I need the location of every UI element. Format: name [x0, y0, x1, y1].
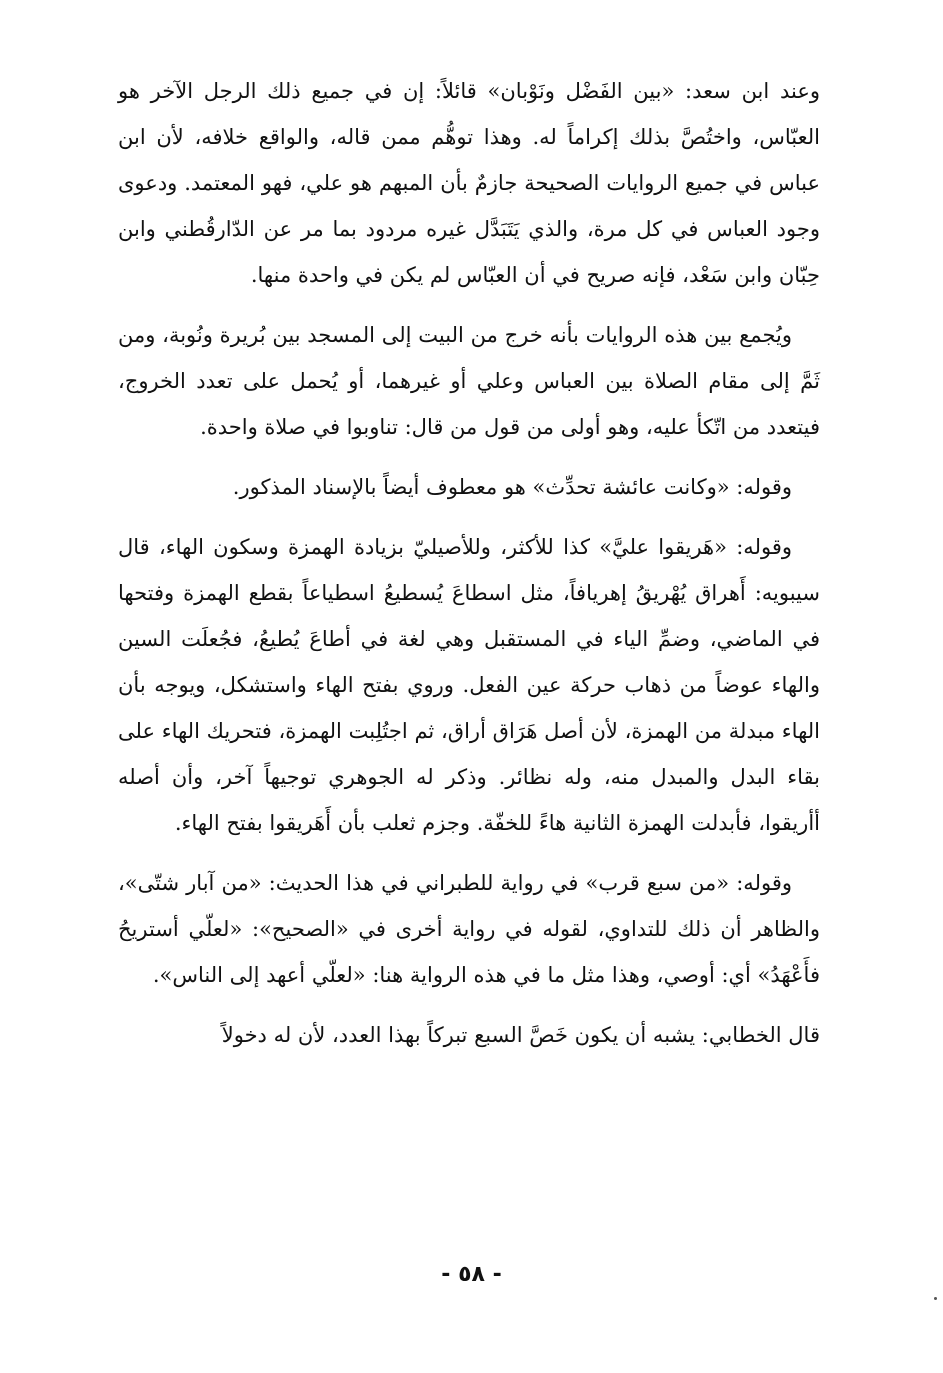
paragraph-combining-narrations: ويُجمع بين هذه الروايات بأنه خرج من البيت إلى المسجد بين بُريرة ونُوبة، ومن ثَمَّ إلى مقام الصلاة بين العباس وعلي أو غيرهما، أو يُحمل على تعدد الخروج، فيتعدد من اتّكأ عليه، وهو أولى من قول من قال: تناوبوا في صلاة واحدة. — [118, 323, 820, 439]
scan-speck — [934, 1297, 937, 1300]
page-number: - ٥٨ - — [441, 1262, 502, 1287]
paragraph-hariqu-alayya: وقوله: «هَريقوا عليَّ» كذا للأكثر، وللأصيليّ بزيادة الهمزة وسكون الهاء، قال سيبويه: أَهراق يُهْريقُ إهريافاً، مثل اسطاعَ يُسطيعُ اسطياعاً بقطع الهمزة وفتحها في الماضي، وضمِّ الياء في المستقبل وهي لغة في أطاعَ يُطيعُ، فجُعلَت السين والهاء عوضاً من ذهاب حركة عين الفعل. وروي بفتح الهاء واستشكل، ويوجه بأن الهاء مبدلة من الهمزة، لأن أصل هَرَاق أراق، ثم اجتُلِبت الهمزة، فتحريك الهاء على بقاء البدل والمبدل منه، وله نظائر. وذكر له الجوهري توجيهاً آخر، وأن أصله أأريقوا، فأبدلت الهمزة الثانية هاءً للخفّة. وجزم ثعلب بأن أَهَريقوا بفتح الهاء. — [118, 535, 820, 835]
paragraph-al-khattabi: قال الخطابي: يشبه أن يكون خَصَّ السبع تبركاً بهذا العدد، لأن له دخولاً — [221, 1023, 820, 1047]
paragraph-seven-waterskins: وقوله: «من سبع قرب» في رواية للطبراني في هذا الحديث: «من آبار شتّى»، والظاهر أن ذلك للتداوي، لقوله في رواية أخرى في «الصحيح»: «لعلّي أستريحُ فأَعْهَدُ» أي: أوصي، وهذا مثل ما في هذه الرواية هنا: «لعلّي أعهد إلى الناس». — [118, 871, 820, 987]
paragraph-ibn-saad: وعند ابن سعد: «بين الفَضْل ونَوْبان» قائلاً: إن في جميع ذلك الرجل الآخر هو العبّاس، واختُصَّ بذلك إكراماً له. وهذا توهُّم ممن قاله، والواقع خلافه، لأن ابن عباس في جميع الروايات الصحيحة جازمٌ بأن المبهم هو علي، فهو المعتمد. ودعوى وجود العباس في كل مرة، والذي يَتَبَدَّل غيره مردود بما مر عن الدّارقُطني وابن حِبّان وابن سَعْد، فإنه صريح في أن العبّاس لم يكن في واحدة منها. — [118, 79, 820, 287]
page-body — [118, 68, 820, 1072]
paragraph-aisha-narrated: وقوله: «وكانت عائشة تحدِّث» هو معطوف أيضاً بالإسناد المذكور. — [232, 475, 792, 499]
